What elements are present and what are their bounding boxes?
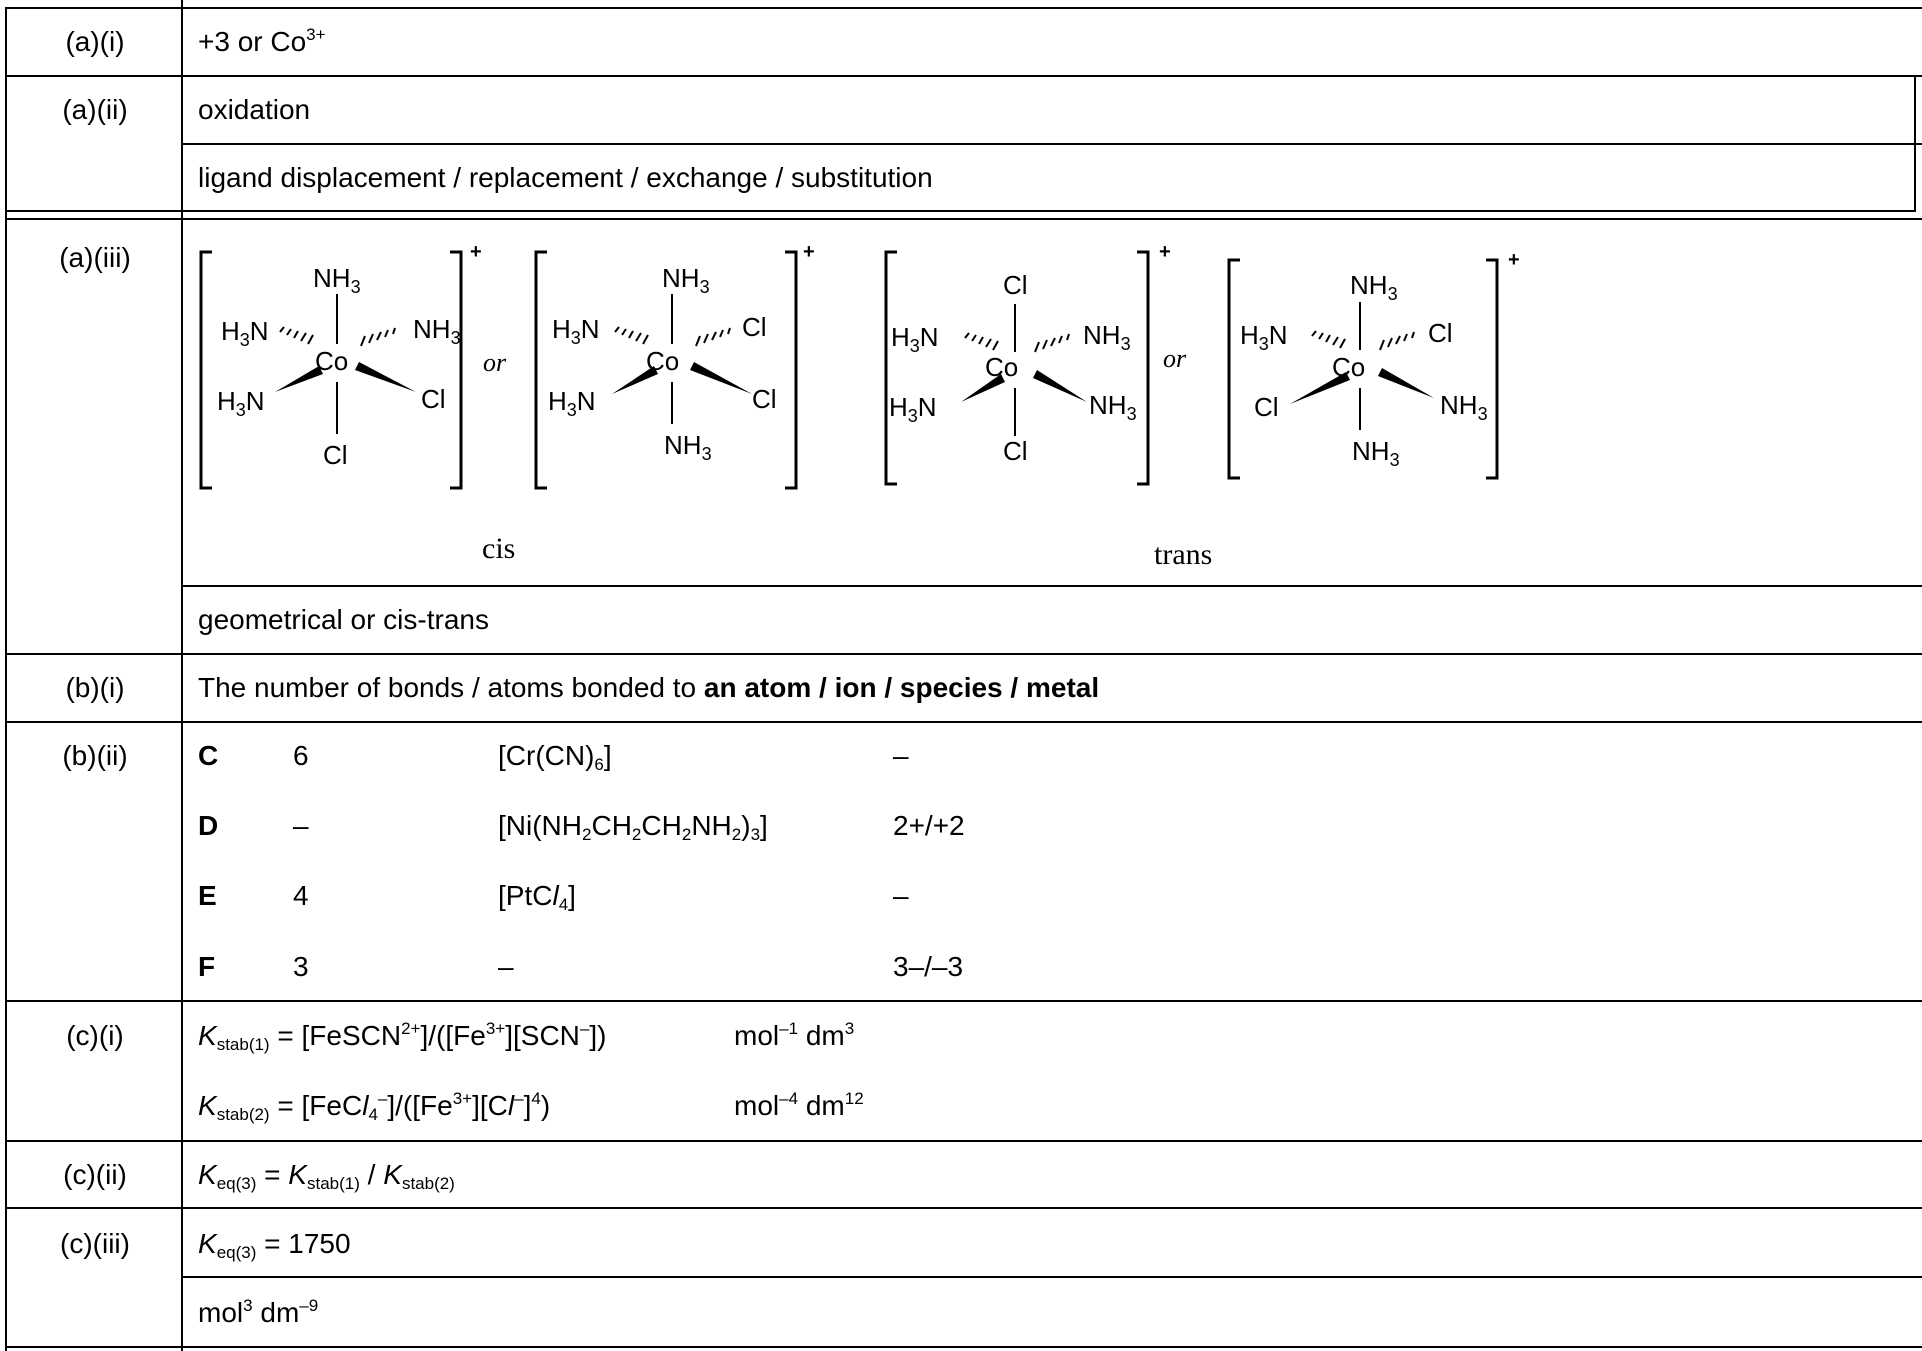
structure-trans-2: [1218, 232, 1528, 502]
complex-f-number: 3: [293, 951, 309, 982]
question-b-ii: (b)(ii): [62, 740, 128, 771]
svg-text:NH3: $NH_3$: [313, 263, 361, 297]
structure-cis-2: [530, 232, 820, 502]
kstab2-units: mol$^{-4}$ $dm^{12}$: [734, 1089, 864, 1121]
rule-a-iii-mid: [182, 585, 1922, 587]
complex-d-charge: 2+/+2: [893, 810, 965, 841]
svg-text:+: +: [1159, 241, 1171, 263]
svg-text:NH3: $NH_3$: [413, 314, 461, 348]
svg-text:Cl: Cl: [1003, 436, 1028, 466]
caption-trans: trans: [1154, 538, 1213, 571]
complex-d-formula: $[Ni(NH_2CH_2CH_2NH_2)_3]$: [498, 810, 768, 844]
complex-f-charge: 3–/–3: [893, 951, 964, 982]
svg-text:Co: Co: [315, 346, 349, 376]
word-or-1: or: [483, 348, 507, 377]
svg-text:NH3: $NH_3$: [1352, 436, 1400, 470]
rule-a-i-bottom: [5, 75, 1922, 77]
svg-text:NH3: $NH_3$: [1440, 390, 1488, 424]
svg-text:Co: Co: [1332, 352, 1366, 382]
complex-letter-e: E: [198, 880, 217, 911]
rule-top: [5, 7, 1922, 9]
svg-text:H3N: $H_3N$: [552, 314, 600, 348]
svg-text:Cl: Cl: [1003, 270, 1028, 300]
svg-text:NH3: $NH_3$: [1083, 320, 1131, 354]
svg-text:H3N: $H_3N$: [548, 386, 596, 420]
answer-b-i: The number of bonds / atoms bonded to an atom / ion / species / metal: [198, 672, 1100, 703]
charge-plus: +: [470, 241, 482, 263]
rule-c-ii-bottom: [5, 1207, 1922, 1209]
keq3-value: $K_{eq(3)} = 1750$: [198, 1228, 351, 1262]
rule-b-i-bottom: [5, 721, 1922, 723]
kstab1-units: mol$^{-1}$ $dm^3$: [734, 1019, 855, 1051]
question-c-ii: (c)(ii): [63, 1159, 127, 1190]
complex-e-number: 4: [293, 880, 309, 911]
question-a-i: (a)(i): [65, 26, 125, 57]
svg-text:H3N: $H_3N$: [1240, 320, 1288, 354]
complex-letter-c: C: [198, 740, 219, 771]
answer-a-ii-oxidation: oxidation: [198, 94, 311, 125]
kstab2-expression: $K_{stab(2)}$ = $[FeCl_4^-]/([Fe^{3+}][Cl^-]^4)$: [198, 1089, 551, 1124]
svg-text:Cl: Cl: [1254, 392, 1279, 422]
rule-a-ii-bottom: [5, 210, 1915, 212]
rule-c-iii-bottom: [5, 1346, 1922, 1348]
complex-e-formula: [PtCl$_4$]: [498, 880, 576, 914]
structure-cis-1: [195, 232, 485, 502]
answer-a-i: +3 or $Co^{3+}$: [198, 25, 326, 57]
kstab1-expression: $K_{stab(1)}$ = $[FeSCN^{2+}]/([Fe^{3+}][SCN^-])$: [198, 1019, 607, 1054]
svg-text:Cl: Cl: [742, 312, 767, 342]
complex-e-charge: –: [893, 880, 909, 911]
rule-c-i-bottom: [5, 1140, 1922, 1142]
question-c-iii: (c)(iii): [60, 1228, 130, 1259]
svg-text:Co: Co: [646, 346, 680, 376]
svg-text:+: +: [803, 241, 815, 263]
svg-text:Co: Co: [985, 352, 1019, 382]
word-or-2: or: [1163, 344, 1187, 373]
svg-text:NH3: $NH_3$: [664, 430, 712, 464]
question-b-i: (b)(i): [65, 672, 125, 703]
svg-text:NH3: $NH_3$: [1089, 390, 1137, 424]
svg-text:H3N: $H_3N$: [889, 392, 937, 426]
svg-text:NH3: $NH_3$: [662, 263, 710, 297]
svg-text:H3N: $H_3N$: [217, 386, 265, 420]
complex-c-number: 6: [293, 740, 309, 771]
rule-a-iii-bottom: [5, 653, 1922, 655]
svg-text:H3N: $H_3N$: [221, 316, 269, 350]
rule-a-iii-top: [5, 218, 1922, 220]
question-a-iii: (a)(iii): [59, 242, 131, 273]
answer-a-ii-ligand: ligand displacement / replacement / exchange / substitution: [198, 162, 933, 193]
rule-c-iii-mid: [182, 1276, 1922, 1278]
question-a-ii: (a)(ii): [62, 94, 128, 125]
structure-trans-1: [875, 232, 1175, 502]
svg-text:Cl: Cl: [323, 440, 348, 470]
keq3-expression: $K_{eq(3)} = K_{stab(1)} / K_{stab(2)}$: [198, 1159, 455, 1193]
complex-letter-f: F: [198, 951, 216, 982]
complex-d-number: –: [293, 810, 309, 841]
svg-text:NH3: $NH_3$: [1350, 270, 1398, 304]
complex-f-formula: –: [498, 951, 514, 982]
complex-c-formula: $[Cr(CN)_6]$: [498, 740, 612, 774]
question-c-i: (c)(i): [66, 1020, 124, 1051]
rule-b-ii-bottom: [5, 1000, 1922, 1002]
svg-text:+: +: [1508, 249, 1520, 271]
answer-a-iii-isomerism: geometrical or cis-trans: [198, 604, 489, 635]
rule-right-upper: [1914, 75, 1916, 212]
svg-text:H3N: $H_3N$: [891, 322, 939, 356]
complex-c-charge: –: [893, 740, 909, 771]
caption-cis: cis: [482, 532, 516, 565]
svg-text:Cl: Cl: [421, 384, 446, 414]
keq3-units: mol$^3$ $dm^{-9}$: [198, 1296, 319, 1328]
complex-letter-d: D: [198, 810, 219, 841]
svg-text:Cl: Cl: [1428, 318, 1453, 348]
rule-a-ii-mid: [182, 143, 1922, 145]
svg-text:Cl: Cl: [752, 384, 777, 414]
